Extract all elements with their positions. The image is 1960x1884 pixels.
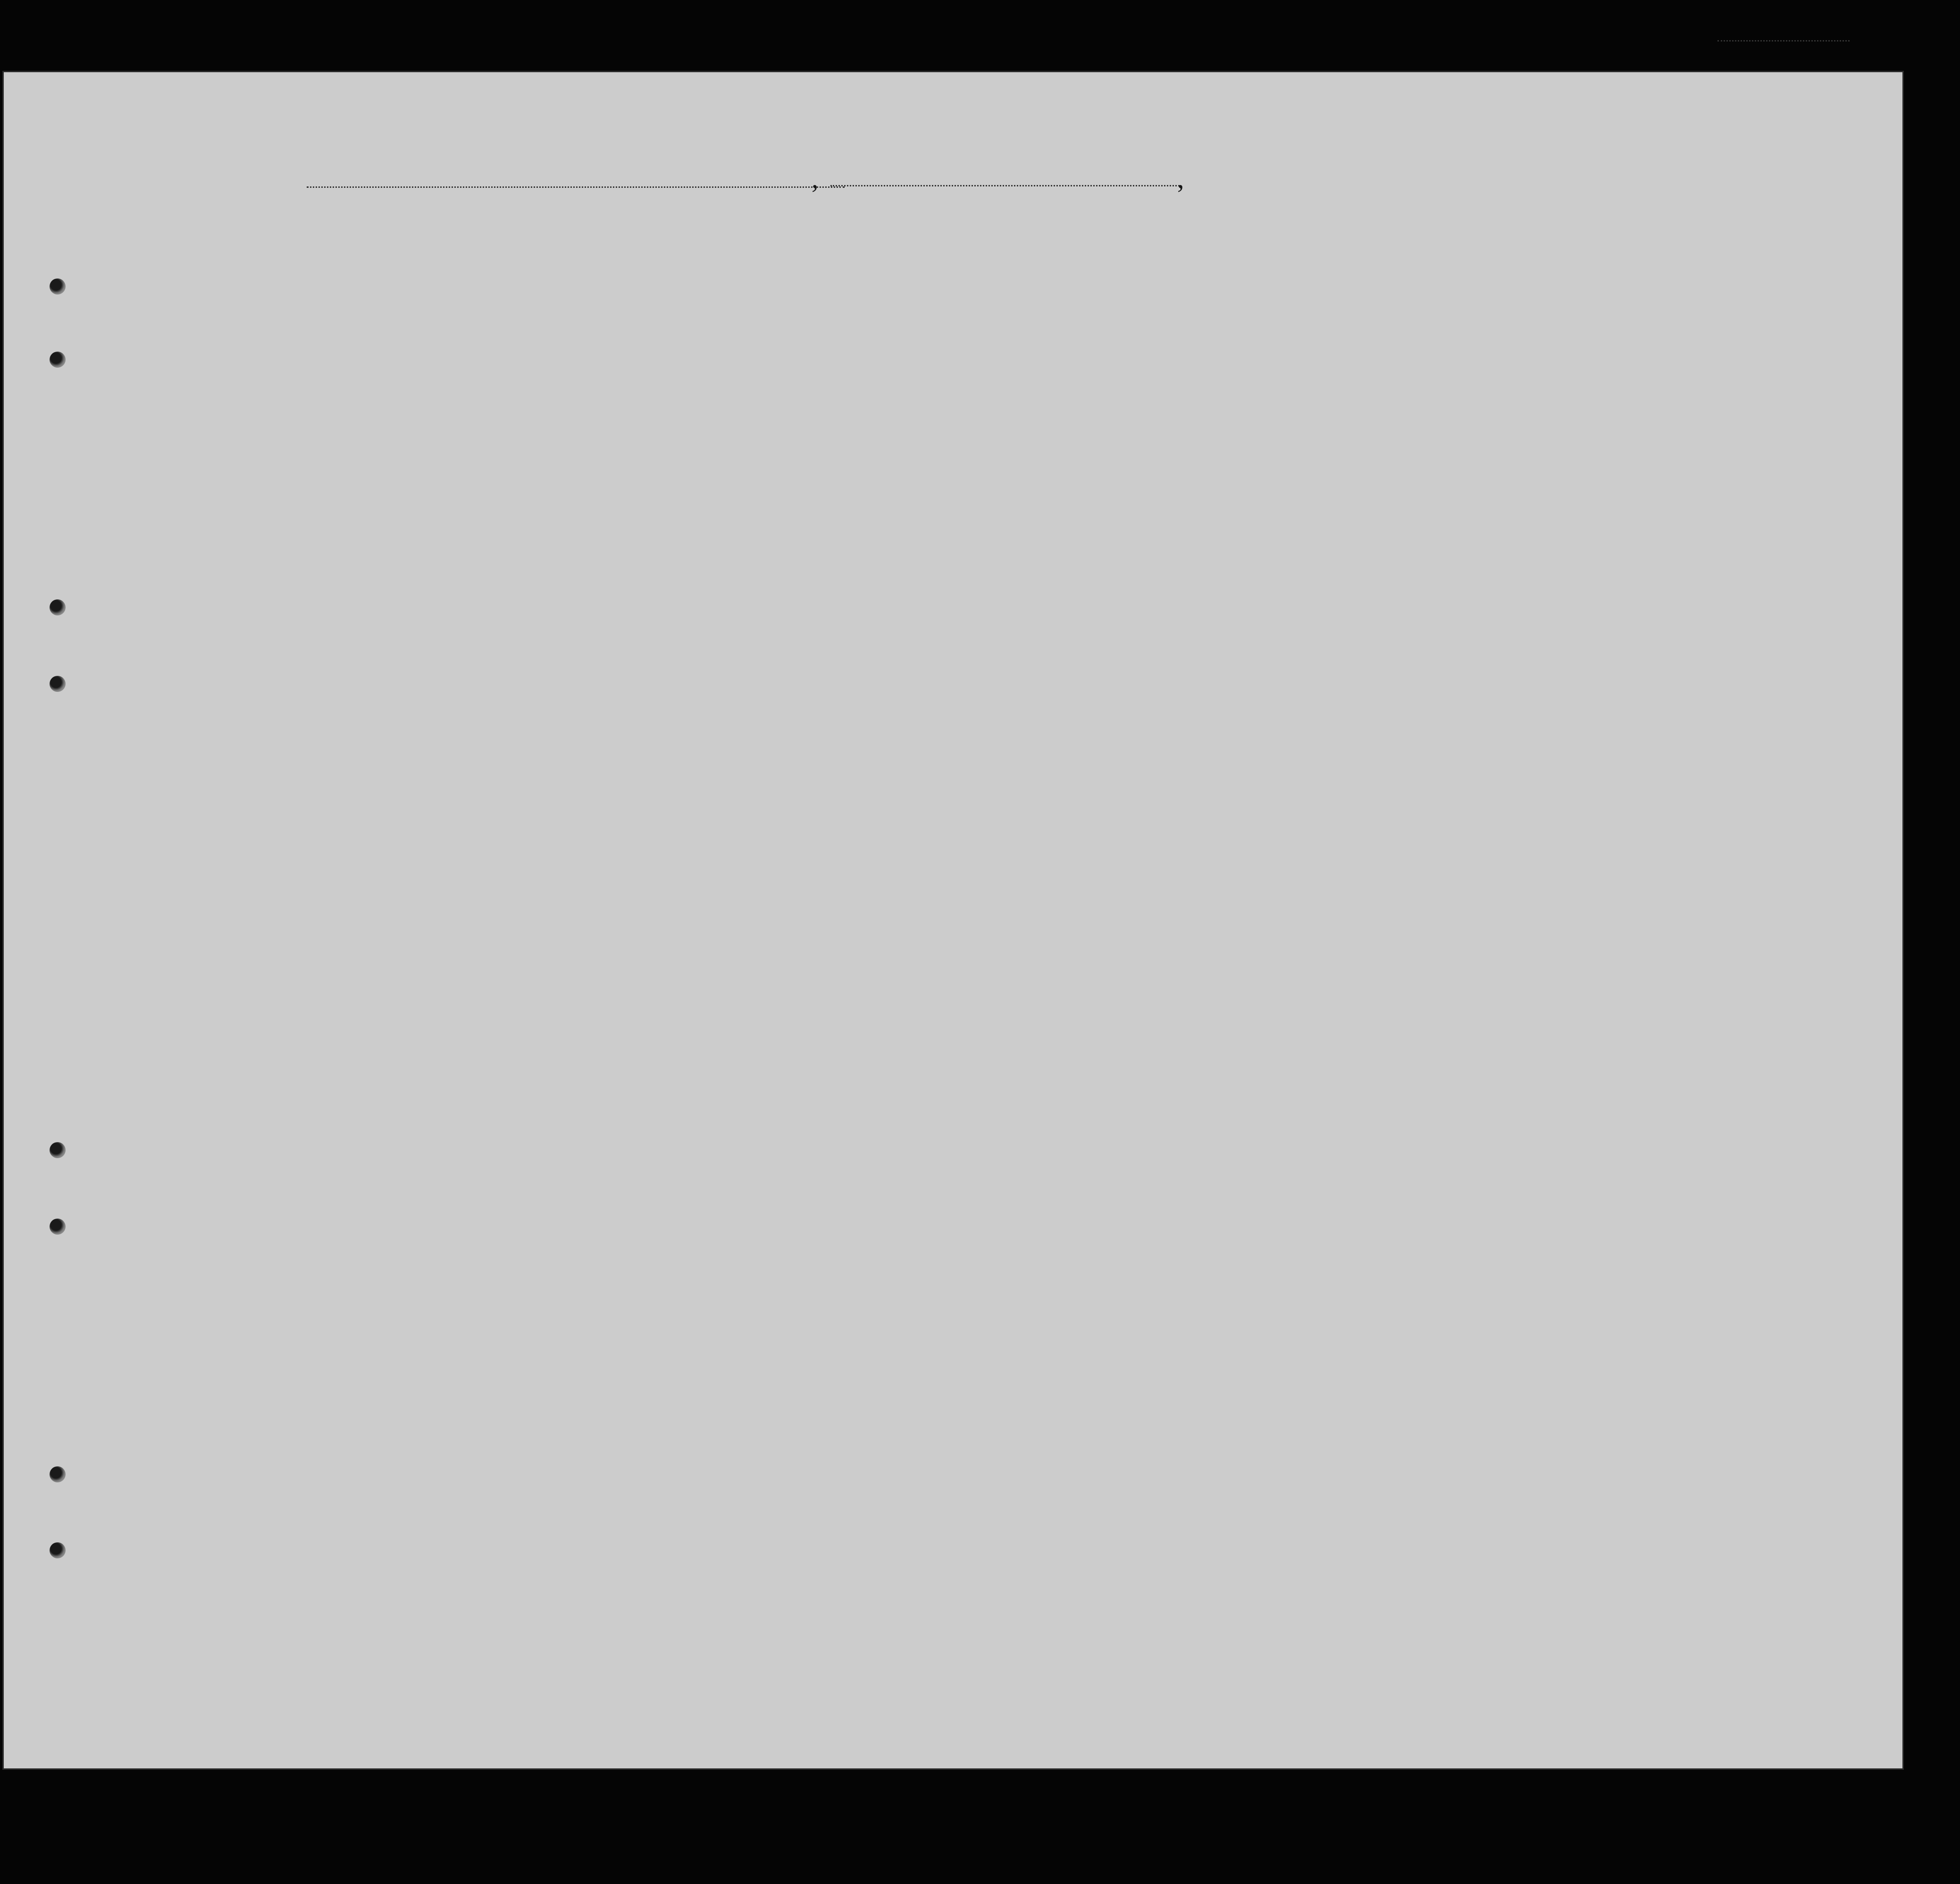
- separator-comma: ,: [1177, 163, 1184, 194]
- separator-comma: ,: [812, 163, 819, 194]
